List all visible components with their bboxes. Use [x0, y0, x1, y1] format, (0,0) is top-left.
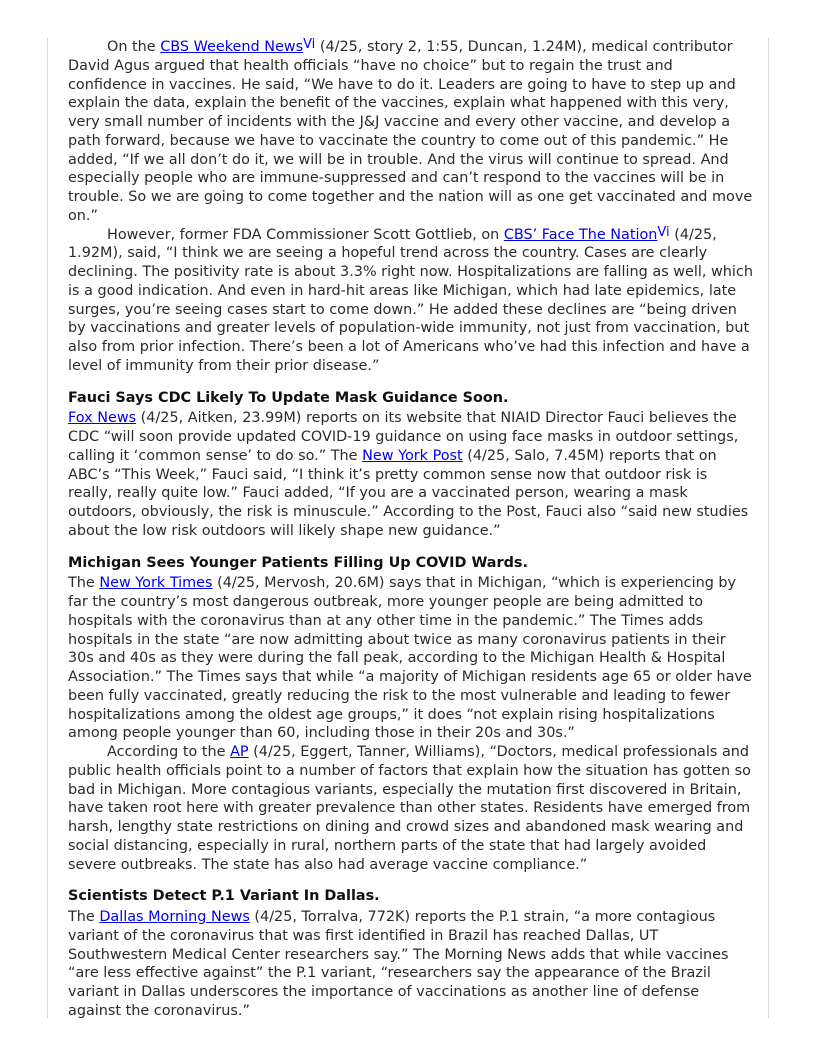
section-headline: Scientists Detect P.1 Variant In Dallas. — [68, 888, 380, 905]
source-link[interactable]: Dallas Morning News — [99, 909, 250, 925]
paragraph-text: (4/25, Torralva, 772K) reports the P.1 strain, “a more contagious variant of the coronavirus that was first identified in Brazil has reached Dallas, UT Southwestern Medical Center researchers say.” The Morning News adds that while vaccines “are less effective against” the P.1 variant, “researchers say the appearance of the Brazil variant in Dallas underscores the importance of vaccinations as another line of defense against the coronavirus.” — [68, 909, 729, 1019]
article-paragraph — [68, 409, 754, 540]
news-briefing-content — [68, 38, 754, 1021]
section-headline: Michigan Sees Younger Patients Filling Up COVID Wards. — [68, 554, 528, 571]
paragraph-text: (4/25, Salo, 7.45M) reports that on ABC’s “This Week,” Fauci said, “I think it’s pretty common sense now that outdoor risk is really, really quite low.” Fauci added, “If you are a vaccinated person, wearing a mask outdoors, obviously, the risk is minuscule.” According to the Post, Fauci also “said new studies about the low risk outdoors will likely shape new guidance.” — [68, 447, 749, 539]
article-paragraph — [68, 226, 754, 376]
right-margin-rule — [768, 38, 769, 1018]
source-link[interactable]: AP — [230, 744, 249, 760]
source-link[interactable]: CBS Weekend News — [160, 39, 304, 55]
paragraph-text: According to the — [107, 744, 231, 760]
source-link[interactable]: Fox News — [68, 410, 137, 427]
article-paragraph — [68, 908, 754, 1021]
paragraph-text: The — [68, 575, 100, 592]
paragraph-text: (4/25, 1.92M), said, “I think we are seeing a hopeful trend across the country. Cases are clearly declining. The positivity rate is about 3.3% right now. Hospitalizations are falling as well, which is a good indication. And even in hard-hit areas like Michigan, which had late epidemics, late surges, you’re seeing cases start to come down.” He added these declines are “being driven by vaccinations and greater levels of population-wide immunity, not just from vaccination, but also from prior infection. There’s been a lot of Americans who’ve had this infection and have a level of immunity from their prior disease.” — [68, 226, 753, 374]
article-paragraph — [68, 38, 754, 226]
paragraph-text: (4/25, story 2, 1:55, Duncan, 1.24M), medical contributor David Agus argued that health officials “have no choice” but to regain the trust and confidence in vaccines. He said, “We have to do it. Leaders are going to have to step up and explain the data, explain the benefit of the vaccines, explain what happened with this very, very small number of incidents with the J&J vaccine and every other vaccine, and develop a path forward, because we have to vaccinate the country to come out of this pandemic.” He added, “If we all don’t do it, we will be in trouble. And the virus will continue to spread. And especially people who are immune-suppressed and can’t respond to the vaccines will be in trouble. So we are going to come together and the nation will as one get vaccinated and move on.” — [68, 39, 753, 224]
paragraph-text: (4/25, Aitken, 23.99M) reports on its website that NIAID Director Fauci believes the CDC “will soon provide updated COVID-19 guidance on using face masks in outdoor settings, calling it ‘common sense’ to do so.” The — [68, 410, 739, 464]
source-link[interactable]: New York Times — [99, 575, 213, 592]
section-headline: Fauci Says CDC Likely To Update Mask Guidance Soon. — [68, 389, 509, 406]
paragraph-text: However, former FDA Commissioner Scott Gottlieb, on — [107, 226, 504, 243]
paragraph-text: (4/25, Eggert, Tanner, Williams), “Doctors, medical professionals and public health officials point to a number of factors that explain how the situation has gotten so bad in Michigan. More contagious variants, especially the mutation first discovered in Britain, have taken root here with greater prevalence than other states. Residents have emerged from harsh, lengthy state restrictions on dining and crowd sizes and abandoned mask wearing and social distancing, especially in rural, northern parts of the state that had largely avoided severe outbreaks. The state has also had average vaccine compliance.” — [68, 744, 751, 873]
left-margin-rule — [47, 38, 48, 1018]
source-link[interactable]: New York Post — [362, 447, 463, 464]
video-indicator-icon[interactable]: Vi — [303, 37, 316, 52]
source-link[interactable]: CBS’ Face The Nation — [503, 226, 658, 243]
paragraph-text: (4/25, Mervosh, 20.6M) says that in Michigan, “which is experiencing by far the country’s most dangerous outbreak, more younger people are being admitted to hospitals with the coronavirus than at any other time in the pandemic.” The Times adds hospitals in the state “are now admitting about twice as many coronavirus patients in their 30s and 40s as they were during the fall peak, according to the Michigan Health & Hospital Association.” The Times says that while “a majority of Michigan residents age 65 or older have been fully vaccinated, greatly reducing the risk to the most vulnerable and leading to fewer hospitalizations among the oldest age groups,” it does “not explain rising hospitalizations among people younger than 60, including those in their 20s and 30s.” — [68, 575, 752, 742]
article-paragraph — [68, 574, 754, 743]
video-indicator-icon[interactable]: Vi — [657, 224, 670, 240]
paragraph-text: On the — [107, 39, 161, 55]
article-paragraph — [68, 743, 754, 874]
paragraph-text: The — [68, 909, 100, 925]
